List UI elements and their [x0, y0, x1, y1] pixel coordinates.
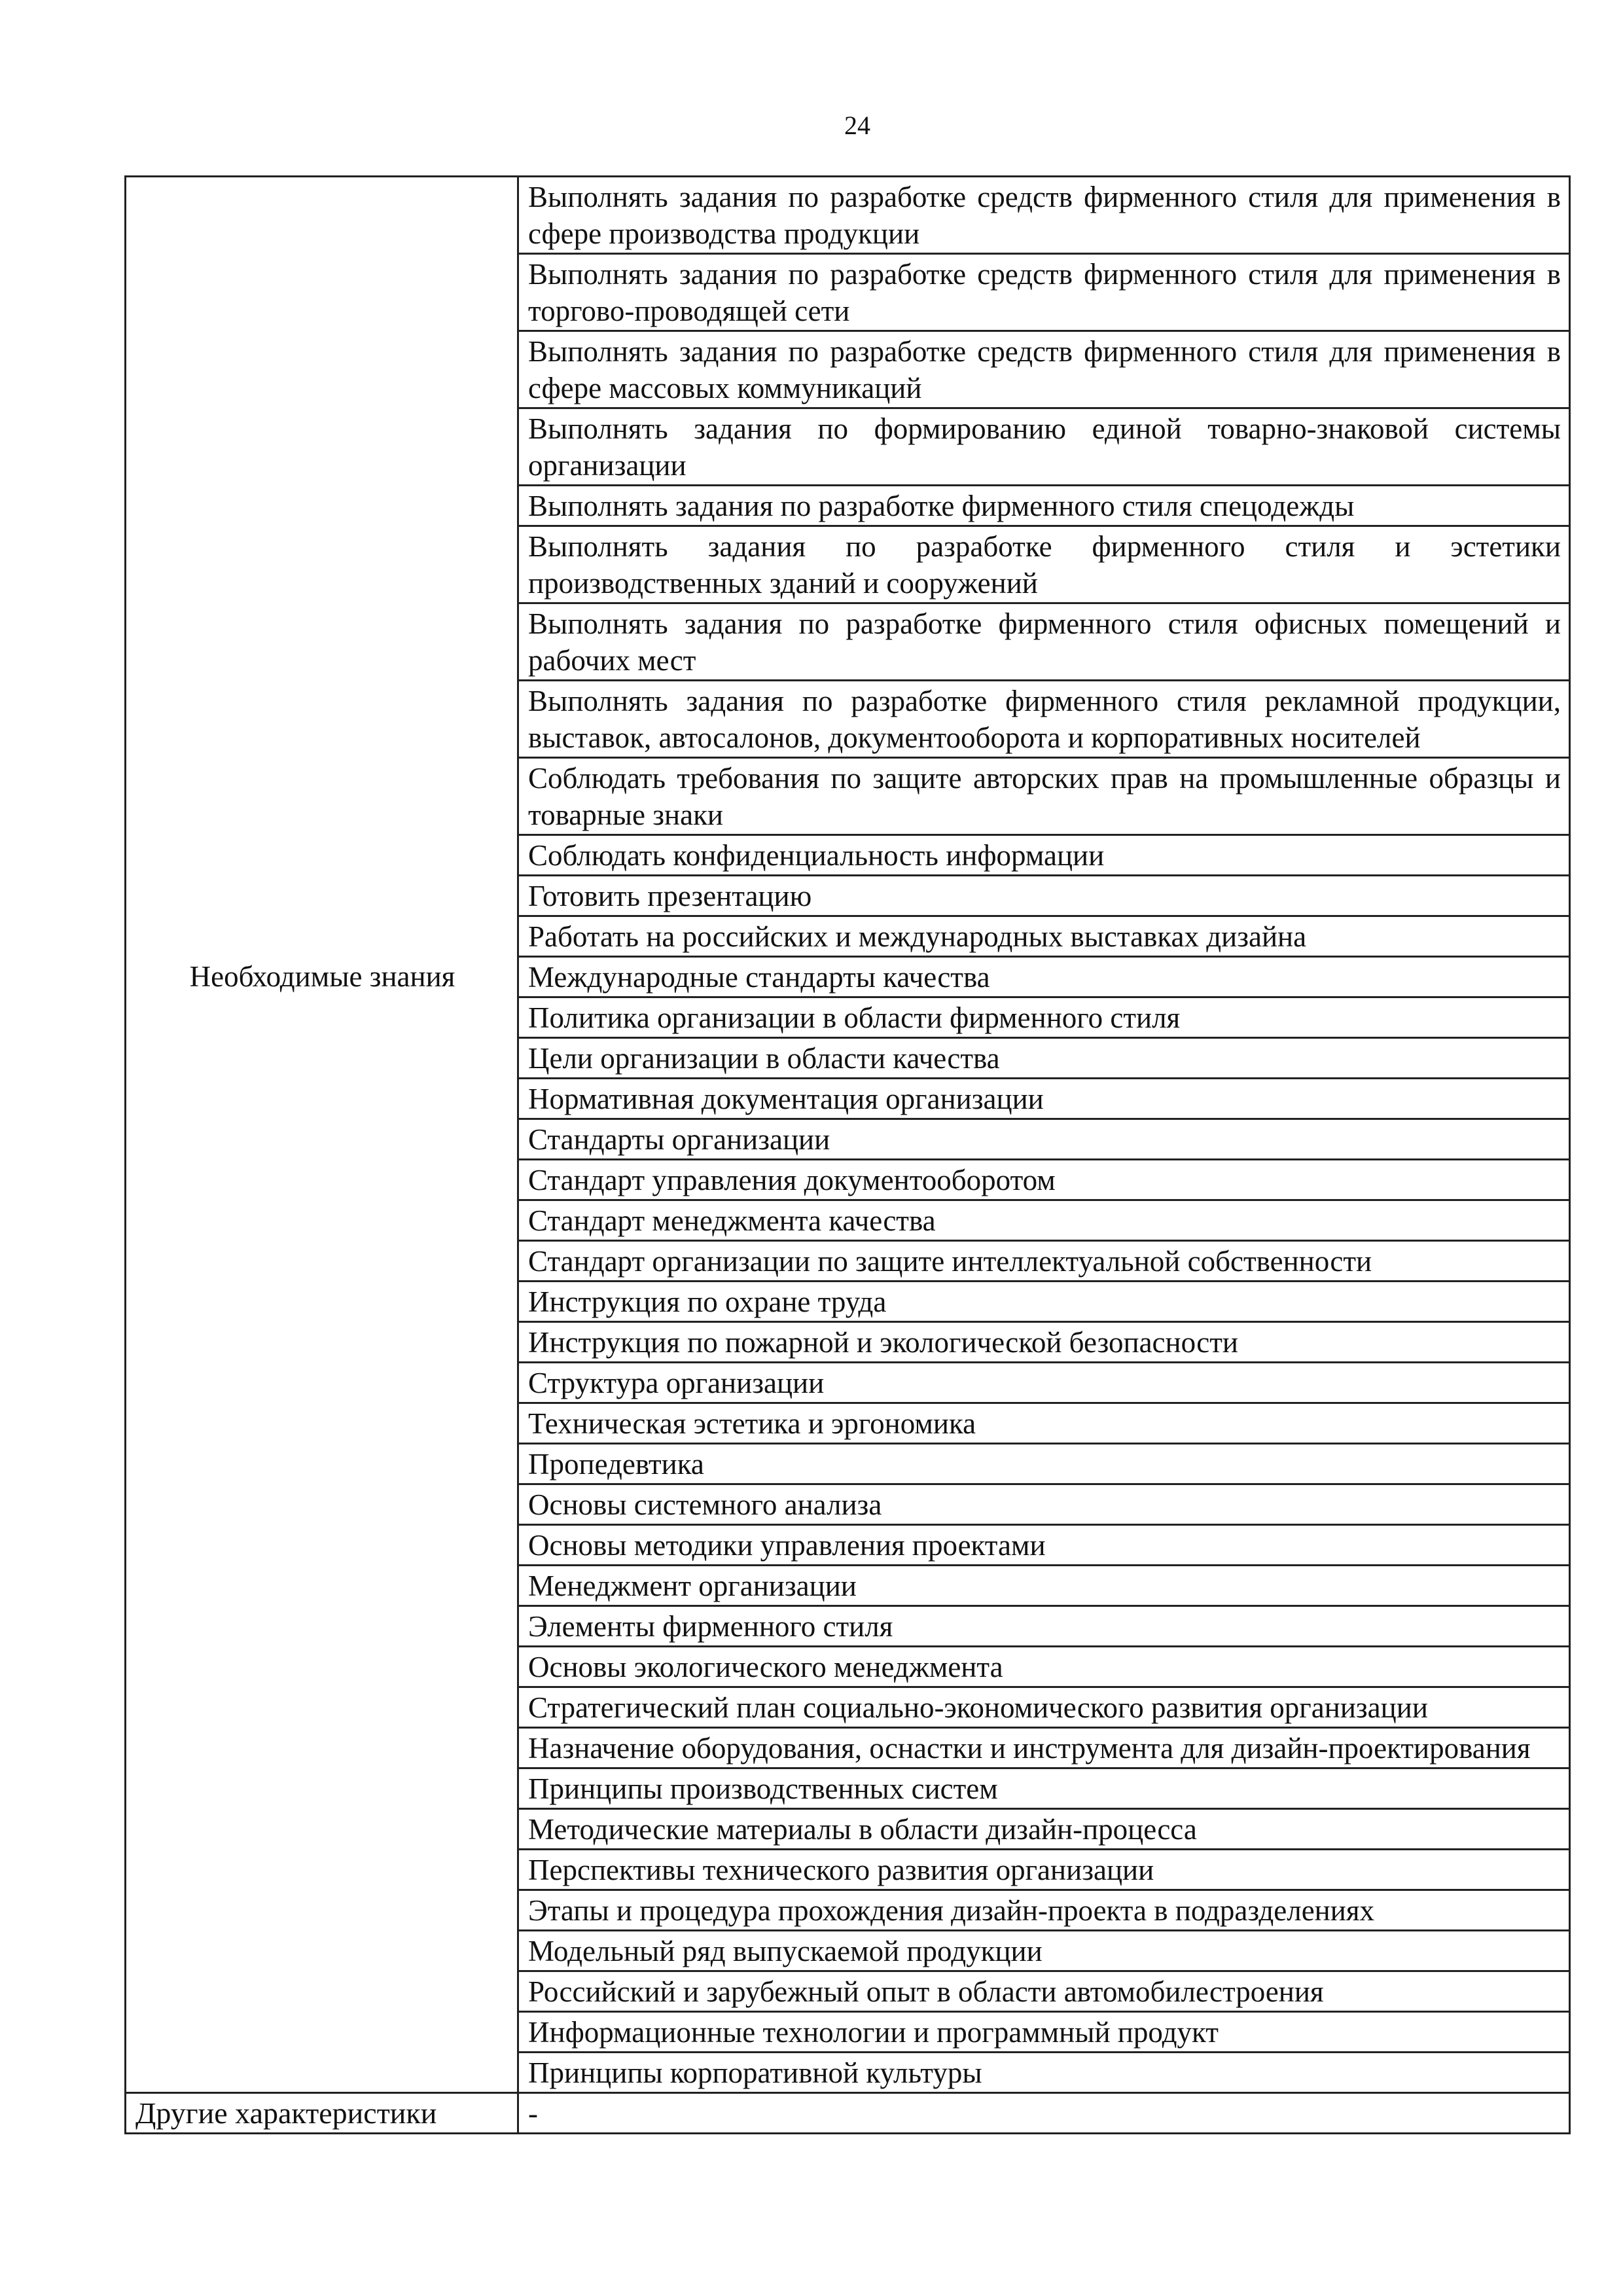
knowledge-item: Этапы и процедура прохождения дизайн-проекта в подразделениях	[518, 1890, 1570, 1931]
requirements-table-body	[126, 177, 1570, 2134]
knowledge-item: Информационные технологии и программный продукт	[518, 2012, 1570, 2053]
other-value-cell: -	[518, 2093, 1570, 2134]
knowledge-item: Техническая эстетика и эргономика	[518, 1403, 1570, 1444]
skill-item: Выполнять задания по формированию единой товарно-знаковой системы организации	[518, 408, 1570, 486]
requirements-table	[124, 175, 1571, 2134]
knowledge-item: Стандарт управления документооборотом	[518, 1160, 1570, 1200]
knowledge-item: Принципы производственных систем	[518, 1768, 1570, 1809]
skill-item: Работать на российских и международных выставках дизайна	[518, 916, 1570, 957]
knowledge-item: Стратегический план социально-экономического развития организации	[518, 1687, 1570, 1728]
table-row	[126, 177, 1570, 254]
knowledge-item: Пропедевтика	[518, 1444, 1570, 1484]
skill-item: Соблюдать требования по защите авторских прав на промышленные образцы и товарные знаки	[518, 758, 1570, 835]
page-number: 24	[844, 111, 870, 140]
knowledge-item: Стандарты организации	[518, 1119, 1570, 1160]
skill-item: Выполнять задания по разработке фирменного стиля спецодежды	[518, 486, 1570, 526]
other-label-cell: Другие характеристики	[126, 2093, 518, 2134]
knowledge-item: Модельный ряд выпускаемой продукции	[518, 1931, 1570, 1971]
knowledge-item: Основы экологического менеджмента	[518, 1647, 1570, 1687]
skill-item: Готовить презентацию	[518, 876, 1570, 916]
knowledge-item: Международные стандарты качества	[518, 957, 1570, 997]
knowledge-item: Стандарт организации по защите интеллектуальной собственности	[518, 1241, 1570, 1282]
knowledge-item: Перспективы технического развития организации	[518, 1850, 1570, 1890]
knowledge-item: Политика организации в области фирменного стиля	[518, 997, 1570, 1038]
knowledge-item: Нормативная документация организации	[518, 1079, 1570, 1119]
knowledge-item: Основы методики управления проектами	[518, 1525, 1570, 1566]
knowledge-item: Российский и зарубежный опыт в области автомобилестроения	[518, 1971, 1570, 2012]
skill-item: Выполнять задания по разработке фирменного стиля и эстетики производственных зданий и сооружений	[518, 526, 1570, 603]
skill-item: Выполнять задания по разработке средств фирменного стиля для применения в сфере производства продукции	[518, 177, 1570, 254]
knowledge-item: Инструкция по охране труда	[518, 1282, 1570, 1322]
knowledge-item: Инструкция по пожарной и экологической безопасности	[518, 1322, 1570, 1363]
table-row	[126, 2093, 1570, 2134]
knowledge-item: Назначение оборудования, оснастки и инструмента для дизайн-проектирования	[518, 1728, 1570, 1768]
knowledge-item: Принципы корпоративной культуры	[518, 2053, 1570, 2093]
knowledge-item: Основы системного анализа	[518, 1484, 1570, 1525]
skills-label-cell	[126, 177, 518, 957]
knowledge-item: Структура организации	[518, 1363, 1570, 1403]
knowledge-item: Менеджмент организации	[518, 1566, 1570, 1606]
skill-item: Выполнять задания по разработке фирменного стиля рекламной продукции, выставок, автосалонов, документооборота и корпоративных носителей	[518, 681, 1570, 758]
knowledge-item: Методические материалы в области дизайн-процесса	[518, 1809, 1570, 1850]
knowledge-label-cell: Необходимые знания	[126, 957, 518, 2093]
knowledge-item: Элементы фирменного стиля	[518, 1606, 1570, 1647]
skill-item: Соблюдать конфиденциальность информации	[518, 835, 1570, 876]
skill-item: Выполнять задания по разработке средств фирменного стиля для применения в торгово-проводящей сети	[518, 254, 1570, 331]
skill-item: Выполнять задания по разработке средств фирменного стиля для применения в сфере массовых коммуникаций	[518, 331, 1570, 408]
knowledge-item: Стандарт менеджмента качества	[518, 1200, 1570, 1241]
skill-item: Выполнять задания по разработке фирменного стиля офисных помещений и рабочих мест	[518, 603, 1570, 681]
table-row	[126, 957, 1570, 997]
knowledge-item: Цели организации в области качества	[518, 1038, 1570, 1079]
